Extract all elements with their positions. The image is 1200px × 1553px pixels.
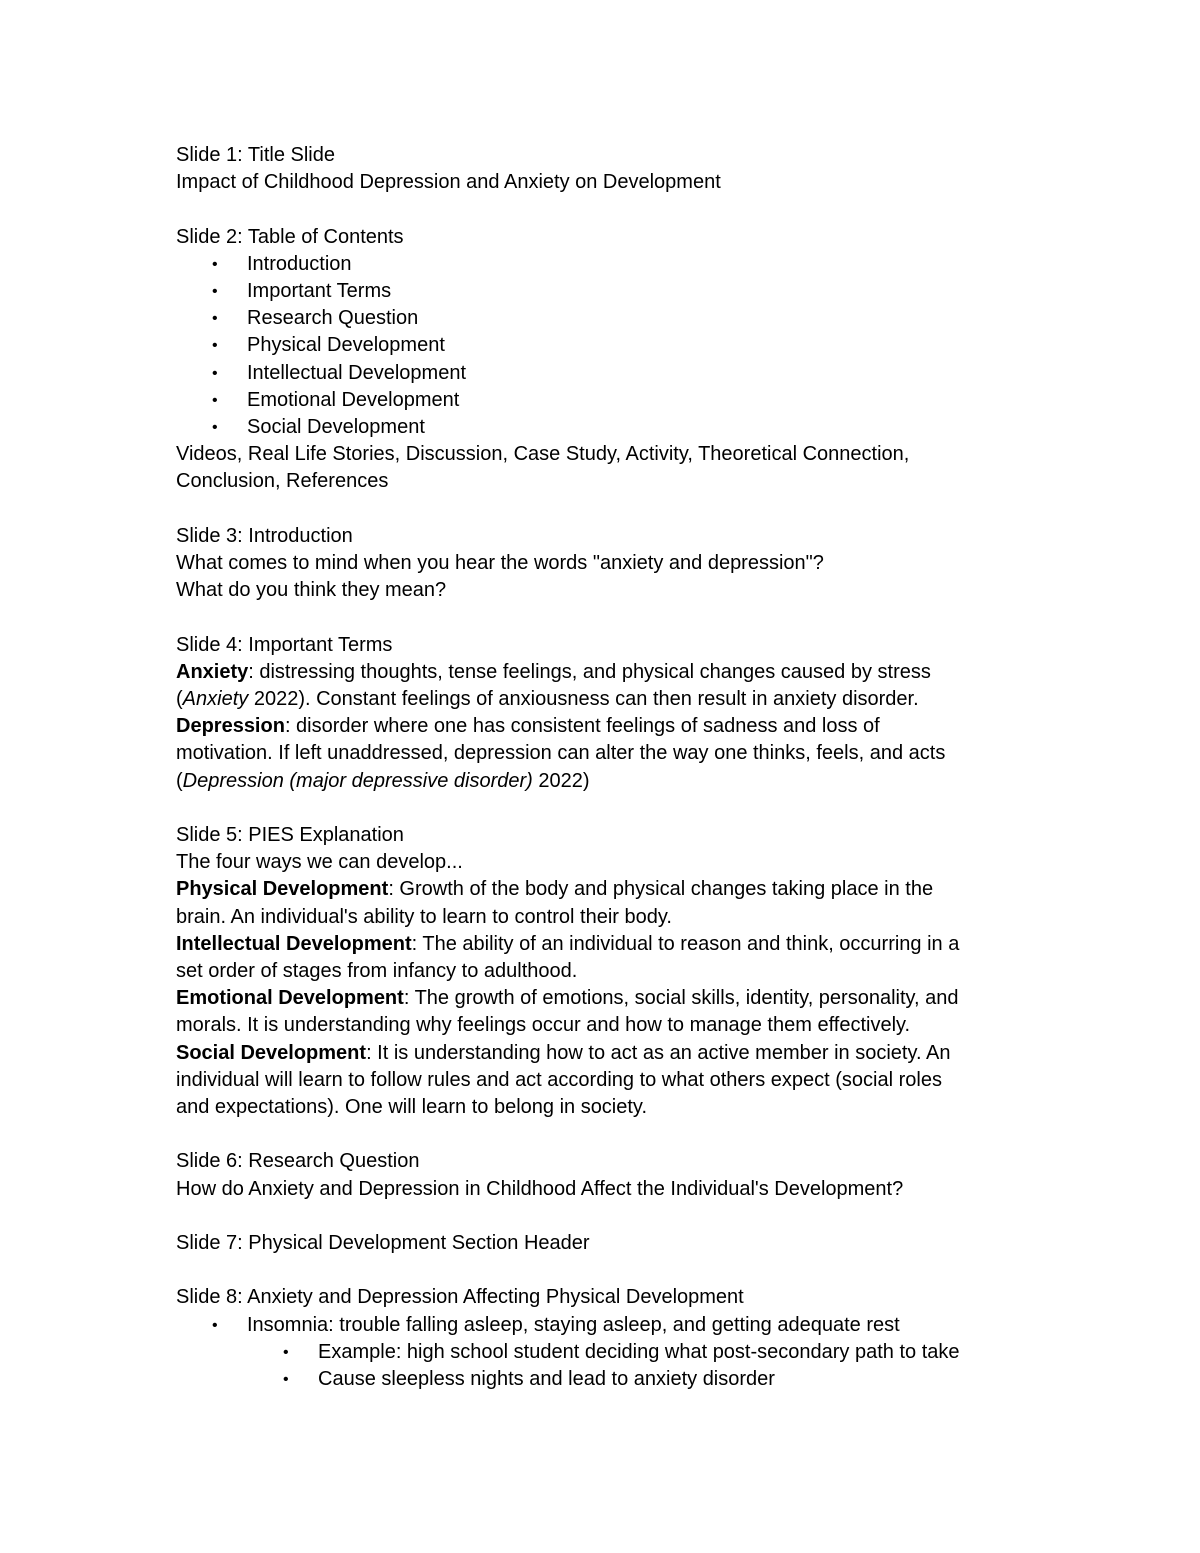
toc-extra-line: Conclusion, References [176,470,389,493]
definition-text: 2022) [532,769,590,792]
citation-title: Anxiety [182,688,249,711]
slide-8-heading: Slide 8: Anxiety and Depression Affecting Physical Development [176,1286,744,1309]
spacer [176,1121,1056,1148]
anxiety-definition [176,659,1056,686]
physical-definition [176,876,1056,903]
spacer [176,1257,1056,1284]
toc-item: • Introduction [176,251,1056,278]
toc-item: • Emotional Development [176,387,1056,414]
physical-definition-cont: brain. An individual's ability to learn to control their body. [176,905,672,928]
term-emotional: Emotional Development [176,987,404,1010]
slide-1-title: Impact of Childhood Depression and Anxiety on Development [176,171,721,194]
anxiety-definition-cont [176,686,1056,713]
term-depression: Depression [176,715,285,738]
term-anxiety: Anxiety [176,660,249,683]
intro-question: What comes to mind when you hear the words "anxiety and depression"? [176,552,824,575]
intellectual-definition-cont: set order of stages from infancy to adulthood. [176,960,578,983]
emotional-definition [176,985,1056,1012]
toc-item: • Intellectual Development [176,360,1056,387]
slide-4-heading: Slide 4: Important Terms [176,633,393,656]
definition-text: ( [176,688,183,711]
list-item: • Insomnia: trouble falling asleep, staying asleep, and getting adequate rest [176,1312,1056,1339]
definition-text: : It is understanding how to act as an active member in society. An [366,1041,951,1064]
document-body [176,142,1056,1393]
sub-list-item: • Example: high school student deciding what post-secondary path to take [176,1339,1056,1366]
toc-item: • Physical Development [176,332,1056,359]
emotional-definition-cont: morals. It is understanding why feelings occur and how to manage them effectively. [176,1014,911,1037]
definition-text: : distressing thoughts, tense feelings, and physical changes caused by stress [248,660,931,683]
definition-text: : Growth of the body and physical changes taking place in the [388,878,934,901]
depression-definition-cont [176,768,1056,795]
pies-intro: The four ways we can develop... [176,851,463,874]
term-social: Social Development [176,1041,367,1064]
definition-text: 2022). Constant feelings of anxiousness can then result in anxiety disorder. [248,688,919,711]
citation-title: Depression (major depressive disorder) [182,769,533,792]
toc-item: • Social Development [176,414,1056,441]
social-definition-cont: and expectations). One will learn to belong in society. [176,1096,648,1119]
definition-text: : The growth of emotions, social skills, identity, personality, and [403,987,959,1010]
slide-7-heading: Slide 7: Physical Development Section Header [176,1232,590,1255]
social-definition [176,1040,1056,1067]
spacer [176,196,1056,223]
slide-3-heading: Slide 3: Introduction [176,524,353,547]
toc-item: • Research Question [176,305,1056,332]
slide-5-heading: Slide 5: PIES Explanation [176,824,404,847]
slide-2-heading: Slide 2: Table of Contents [176,225,404,248]
definition-text: : The ability of an individual to reason and think, occurring in a [411,932,960,955]
toc-item: • Important Terms [176,278,1056,305]
spacer [176,496,1056,523]
sub-list-item: • Cause sleepless nights and lead to anxiety disorder [176,1366,1056,1393]
term-physical: Physical Development [176,878,389,901]
slide-1-heading: Slide 1: Title Slide [176,144,335,166]
definition-text: : disorder where one has consistent feelings of sadness and loss of [284,715,880,738]
spacer [176,795,1056,822]
spacer [176,604,1056,631]
spacer [176,1203,1056,1230]
depression-definition [176,713,1056,740]
social-definition-cont: individual will learn to follow rules and act according to what others expect (social roles [176,1068,942,1091]
term-intellectual: Intellectual Development [176,932,412,955]
toc-extra-line: Videos, Real Life Stories, Discussion, Case Study, Activity, Theoretical Connection, [176,443,910,466]
intellectual-definition [176,931,1056,958]
intro-question: What do you think they mean? [176,579,447,602]
research-question: How do Anxiety and Depression in Childhood Affect the Individual's Development? [176,1177,904,1200]
definition-text: ( [176,769,183,792]
depression-definition-cont: motivation. If left unaddressed, depression can alter the way one thinks, feels, and acts [176,742,946,765]
slide-6-heading: Slide 6: Research Question [176,1150,420,1173]
